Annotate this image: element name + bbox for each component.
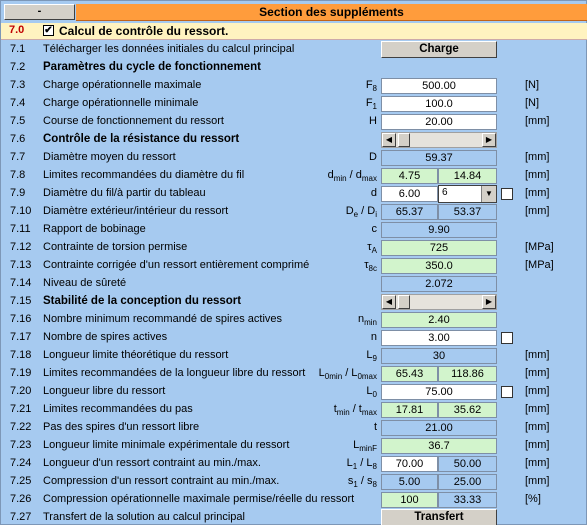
row-label: Longueur limite théorétique du ressort <box>43 349 229 361</box>
transfert-button[interactable]: Transfert <box>381 509 497 525</box>
row-7-22 <box>1 419 587 437</box>
scroll-thumb[interactable] <box>398 133 410 147</box>
row-7-2 <box>1 59 587 77</box>
row-label: Transfert de la solution au calcul principal <box>43 511 245 523</box>
row-label: Nombre minimum recommandé de spires actives <box>43 313 283 325</box>
row-symbol: $L_0$ <box>366 385 377 400</box>
scrollbar[interactable] <box>381 132 497 148</box>
scroll-right-icon[interactable]: ▶ <box>482 295 496 309</box>
row-number: 7.12 <box>10 241 32 253</box>
row-symbol: H <box>369 115 377 127</box>
row-label: Longueur limite minimale expérimentale du ressort <box>43 439 290 451</box>
row-7-8 <box>1 167 587 185</box>
section-title: Section des suppléments <box>76 4 587 21</box>
row-number: 7.13 <box>10 259 32 271</box>
group-heading: Paramètres du cycle de fonctionnement <box>43 61 261 73</box>
row-label: Pas des spires d'un ressort libre <box>43 421 200 433</box>
unit-label: [mm] <box>525 349 550 361</box>
row-symbol: $\tau_A$ <box>367 241 377 256</box>
row-symbol: $F_8$ <box>365 79 377 94</box>
row-7-5 <box>1 113 587 131</box>
unit-label: [mm] <box>525 151 550 163</box>
section-titlebar <box>1 4 587 22</box>
row-number: 7.15 <box>10 295 32 307</box>
unit-label: [N] <box>525 97 540 109</box>
row-symbol: t <box>373 421 377 433</box>
row-number: 7.25 <box>10 475 32 487</box>
row-number: 7.1 <box>10 43 26 55</box>
unit-label: [mm] <box>525 187 550 199</box>
row-number: 7.19 <box>10 367 32 379</box>
row-7-17 <box>1 329 587 347</box>
scroll-right-icon[interactable]: ▶ <box>482 133 496 147</box>
row-label: Diamètre moyen du ressort <box>43 151 176 163</box>
row-symbol: d <box>370 187 377 199</box>
value-cell: 2.40 <box>381 312 497 328</box>
row-7-3 <box>1 77 587 95</box>
row-7-19 <box>1 365 587 383</box>
unit-label: [MPa] <box>525 241 554 253</box>
value-cell: 350.0 <box>381 258 497 274</box>
row-number: 7.24 <box>10 457 32 469</box>
value-cell-2: 50.00 <box>438 456 497 472</box>
row-label: Charge opérationnelle maximale <box>43 79 202 91</box>
row-number: 7.20 <box>10 385 32 397</box>
row-label: Charge opérationnelle minimale <box>43 97 199 109</box>
value-cell-2: 53.37 <box>438 204 497 220</box>
enable-checkbox[interactable]: ✔ <box>44 25 53 36</box>
scroll-left-icon[interactable]: ◀ <box>382 133 396 147</box>
select-value: 6 <box>442 187 448 198</box>
group-heading: Stabilité de la conception du ressort <box>43 295 242 307</box>
row-symbol: $n_{min}$ <box>357 313 377 328</box>
row-number: 7.7 <box>10 151 26 163</box>
value-cell-2: 14.84 <box>438 168 497 184</box>
value-cell: 9.90 <box>381 222 497 238</box>
row-symbol: $L_1 / L_8$ <box>346 457 377 472</box>
row-7-24 <box>1 455 587 473</box>
row-number: 7.17 <box>10 331 32 343</box>
value-cell-2: 25.00 <box>438 474 497 490</box>
row-label: Contrainte corrigée d'un ressort entièrement comprimé <box>43 259 310 271</box>
row-7-20 <box>1 383 587 401</box>
row-number: 7.3 <box>10 79 26 91</box>
row-7-23 <box>1 437 587 455</box>
unit-label: [mm] <box>525 457 550 469</box>
row-symbol: $L_{0min} / L_{0max}$ <box>318 367 377 382</box>
section-header <box>1 23 587 40</box>
unit-label: [mm] <box>525 421 550 433</box>
row-label: Nombre de spires actives <box>43 331 168 343</box>
row-7-27 <box>1 509 587 525</box>
unit-label: [mm] <box>525 385 550 397</box>
row-symbol: $L_9$ <box>366 349 377 364</box>
row-number: 7.16 <box>10 313 32 325</box>
row-symbol: $t_{min} / t_{max}$ <box>333 403 377 418</box>
row-7-14 <box>1 275 587 293</box>
scroll-thumb[interactable] <box>398 295 410 309</box>
row-label: Longueur libre du ressort <box>43 385 166 397</box>
row-7-26 <box>1 491 587 509</box>
value-cell[interactable]: 500.00 <box>381 78 497 94</box>
row-number: 7.23 <box>10 439 32 451</box>
row-label: Contrainte de torsion permise <box>43 241 188 253</box>
value-cell[interactable]: 75.00 <box>381 384 497 400</box>
row-label: Limites recommandées du diamètre du fil <box>43 169 245 181</box>
wire-diameter-select[interactable] <box>438 185 497 203</box>
value-cell-2: 33.33 <box>438 492 497 508</box>
charge-button[interactable]: Charge <box>381 41 497 58</box>
value-cell-2: 118.86 <box>438 366 497 382</box>
row-7-18 <box>1 347 587 365</box>
unit-label: [MPa] <box>525 259 554 271</box>
row-number: 7.8 <box>10 169 26 181</box>
value-cell: 5.00 <box>381 474 438 490</box>
row-symbol: $F_1$ <box>365 97 377 112</box>
row-symbol: c <box>371 223 377 235</box>
row-number: 7.18 <box>10 349 32 361</box>
unit-label: [mm] <box>525 367 550 379</box>
value-cell: 725 <box>381 240 497 256</box>
value-cell: 4.75 <box>381 168 438 184</box>
row-number: 7.11 <box>10 223 31 235</box>
row-7-1 <box>1 41 587 59</box>
row-label: Longueur d'un ressort contraint au min./max. <box>43 457 261 469</box>
value-cell: 65.37 <box>381 204 438 220</box>
row-7-10 <box>1 203 587 221</box>
row-7-7 <box>1 149 587 167</box>
row-symbol: $d_{min} / d_{max}$ <box>327 169 377 184</box>
row-7-16 <box>1 311 587 329</box>
row-number: 7.9 <box>10 187 26 199</box>
header-number: 7.0 <box>9 24 25 36</box>
row-number: 7.22 <box>10 421 32 433</box>
chevron-down-icon[interactable]: ▼ <box>481 186 496 202</box>
scrollbar[interactable] <box>381 294 497 310</box>
unit-label: [mm] <box>525 205 550 217</box>
value-cell[interactable]: 100.0 <box>381 96 497 112</box>
row-label: Course de fonctionnement du ressort <box>43 115 224 127</box>
row-label: Rapport de bobinage <box>43 223 146 235</box>
value-cell: 17.81 <box>381 402 438 418</box>
row-label: Limites recommandées de la longueur libre du ressort <box>43 367 306 379</box>
value-cell[interactable]: 70.00 <box>381 456 438 472</box>
row-label: Diamètre du fil/à partir du tableau <box>43 187 206 199</box>
value-cell: 100 <box>381 492 438 508</box>
row-label: Télécharger les données initiales du calcul principal <box>43 43 295 55</box>
value-cell-2: 35.62 <box>438 402 497 418</box>
row-label: Compression d'un ressort contraint au min./max. <box>43 475 280 487</box>
row-label: Compression opérationnelle maximale permise/réelle du ressort <box>43 493 355 505</box>
row-7-9 <box>1 185 587 203</box>
unit-label: [mm] <box>525 439 550 451</box>
row-number: 7.26 <box>10 493 32 505</box>
row-7-25 <box>1 473 587 491</box>
value-cell[interactable]: 6.00 <box>381 186 438 202</box>
unit-label: [mm] <box>525 115 550 127</box>
row-symbol: $D_e / D_i$ <box>345 205 377 220</box>
row-symbol: $s_1 / s_8$ <box>347 475 377 490</box>
unit-label: [mm] <box>525 475 550 487</box>
value-cell[interactable]: 3.00 <box>381 330 497 346</box>
scroll-left-icon[interactable]: ◀ <box>382 295 396 309</box>
row-checkbox[interactable] <box>501 386 513 398</box>
unit-label: [mm] <box>525 403 550 415</box>
row-7-6 <box>1 131 587 149</box>
row-number: 7.27 <box>10 511 32 523</box>
row-7-13 <box>1 257 587 275</box>
row-number: 7.5 <box>10 115 26 127</box>
unit-label: [N] <box>525 79 540 91</box>
row-number: 7.4 <box>10 97 26 109</box>
row-number: 7.14 <box>10 277 32 289</box>
row-7-12 <box>1 239 587 257</box>
row-7-11 <box>1 221 587 239</box>
unit-label: [%] <box>525 493 541 505</box>
row-number: 7.21 <box>10 403 32 415</box>
row-label: Limites recommandées du pas <box>43 403 193 415</box>
row-checkbox[interactable] <box>501 332 513 344</box>
row-label: Niveau de sûreté <box>43 277 127 289</box>
value-cell: 2.072 <box>381 276 497 292</box>
unit-label: [mm] <box>525 169 550 181</box>
row-symbol: n <box>370 331 377 343</box>
row-symbol: D <box>369 151 377 163</box>
row-symbol: $\tau_{8c}$ <box>364 259 377 274</box>
group-heading: Contrôle de la résistance du ressort <box>43 133 240 145</box>
row-7-15 <box>1 293 587 311</box>
row-label: Diamètre extérieur/intérieur du ressort <box>43 205 229 217</box>
header-title: Calcul de contrôle du ressort. <box>59 24 229 38</box>
value-cell: 30 <box>381 348 497 364</box>
value-cell: 36.7 <box>381 438 497 454</box>
value-cell: 65.43 <box>381 366 438 382</box>
row-symbol: $L_{minF}$ <box>353 439 377 454</box>
row-number: 7.10 <box>10 205 32 217</box>
collapse-button[interactable]: - <box>4 4 75 20</box>
row-number: 7.2 <box>10 61 26 73</box>
row-checkbox[interactable] <box>501 188 513 200</box>
row-7-21 <box>1 401 587 419</box>
row-7-4 <box>1 95 587 113</box>
value-cell: 59.37 <box>381 150 497 166</box>
value-cell[interactable]: 20.00 <box>381 114 497 130</box>
row-number: 7.6 <box>10 133 26 145</box>
value-cell: 21.00 <box>381 420 497 436</box>
